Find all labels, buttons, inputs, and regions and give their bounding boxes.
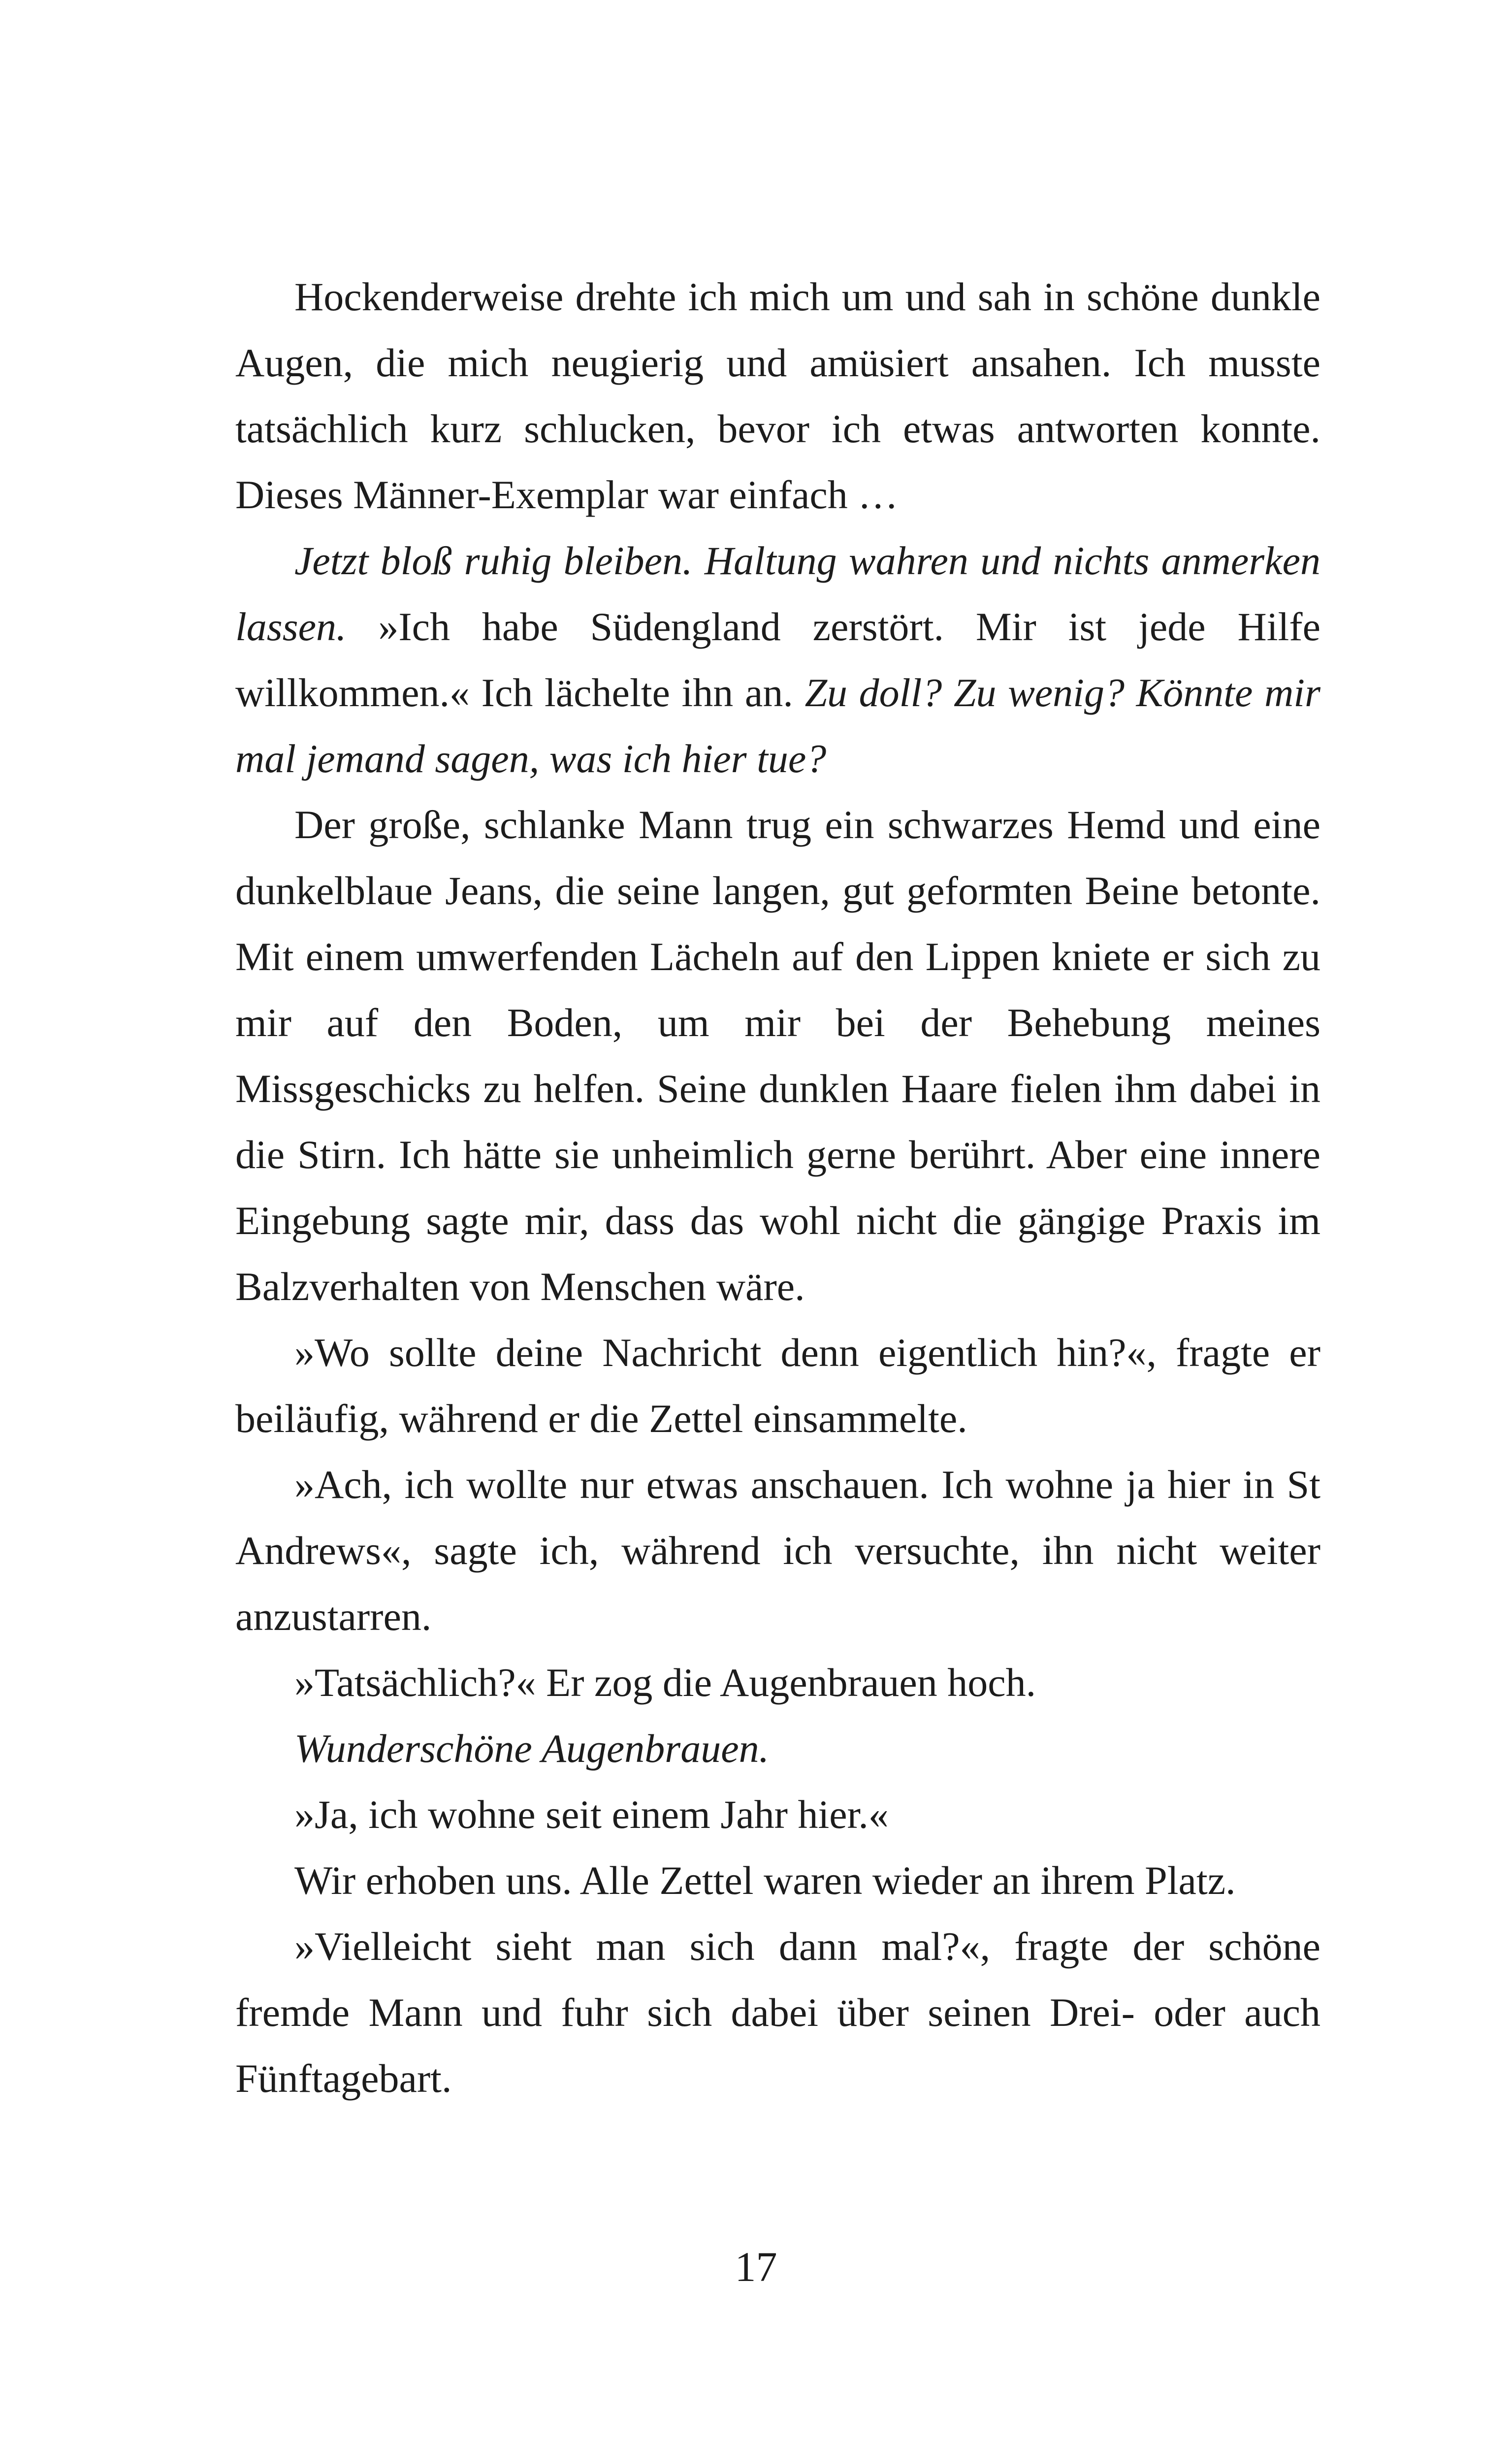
paragraph-5-text: »Ach, ich wollte nur etwas anschauen. Ich wohne ja hier in St Andrews«, sagte ich, während ich versuchte, ihn nicht weiter anzustarren. <box>235 1462 1320 1639</box>
paragraph-5 <box>235 1452 1320 1650</box>
page-number: 17 <box>735 2243 777 2290</box>
paragraph-7 <box>235 1716 1320 1782</box>
paragraph-2-italic-thought-a: Jetzt bloß ruhig bleiben. Haltung wahren und nichts anmerken lassen. <box>235 538 1320 649</box>
paragraph-6-text: »Tatsächlich?« Er zog die Augenbrauen hoch. <box>294 1660 1036 1705</box>
paragraph-9-text: Wir erhoben uns. Alle Zettel waren wieder an ihrem Platz. <box>294 1858 1236 1903</box>
paragraph-2-dialogue: »Ich habe Südengland zerstört. Mir ist jede Hilfe willkommen.« Ich lächelte ihn an. <box>235 604 1320 715</box>
paragraph-1-text: Hockenderweise drehte ich mich um und sah in schöne dunkle Augen, die mich neugierig und amüsiert ansahen. Ich musste tatsächlich kurz schlucken, bevor ich etwas antworten konnte. Dieses Männer-Exemplar war einfach … <box>235 274 1320 517</box>
paragraph-1 <box>235 264 1320 528</box>
paragraph-10 <box>235 1914 1320 2112</box>
paragraph-2-italic-thought-b: Zu doll? Zu wenig? Könnte mir mal jemand sagen, was ich hier tue? <box>235 670 1320 781</box>
paragraph-10-text: »Vielleicht sieht man sich dann mal?«, fragte der schöne fremde Mann und fuhr sich dabei über seinen Drei- oder auch Fünftagebart. <box>235 1924 1320 2101</box>
paragraph-8-text: »Ja, ich wohne seit einem Jahr hier.« <box>294 1792 889 1837</box>
body-text <box>235 264 1320 2112</box>
paragraph-8 <box>235 1782 1320 1848</box>
paragraph-6 <box>235 1650 1320 1716</box>
paragraph-7-italic-thought: Wunderschöne Augenbrauen. <box>294 1726 770 1771</box>
paragraph-2 <box>235 528 1320 792</box>
paragraph-3 <box>235 792 1320 1320</box>
paragraph-4 <box>235 1320 1320 1452</box>
paragraph-3-text: Der große, schlanke Mann trug ein schwarzes Hemd und eine dunkelblaue Jeans, die seine langen, gut geformten Beine betonte. Mit einem umwerfenden Lächeln auf den Lippen kniete er sich zu mir auf den Boden, um mir bei der Behebung meines Missgeschicks zu helfen. Seine dunklen Haare fielen ihm dabei in die Stirn. Ich hätte sie unheimlich gerne berührt. Aber eine innere Eingebung sagte mir, dass das wohl nicht die gängige Praxis im Balzverhalten von Menschen wäre. <box>235 802 1320 1309</box>
paragraph-4-text: »Wo sollte deine Nachricht denn eigentlich hin?«, fragte er beiläufig, während er die Zettel einsammelte. <box>235 1330 1320 1441</box>
paragraph-9 <box>235 1848 1320 1914</box>
